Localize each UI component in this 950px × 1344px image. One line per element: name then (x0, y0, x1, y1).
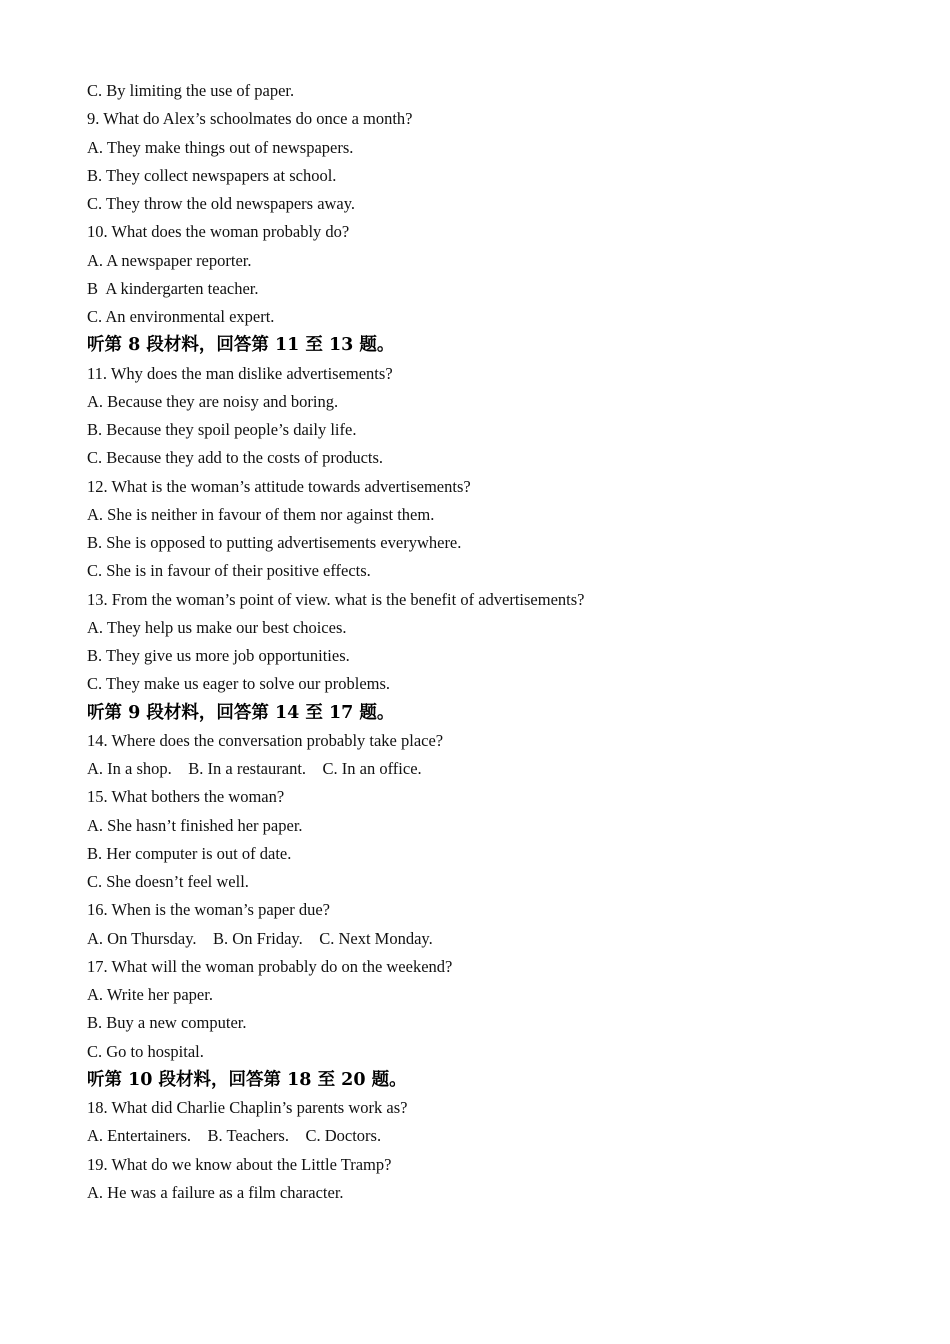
question-line: 9. What do Alex’s schoolmates do once a month? (87, 109, 413, 129)
option-line: B A kindergarten teacher. (87, 278, 259, 298)
section-heading: 听第 10 段材料，回答第 18 至 20 题。 (87, 1069, 407, 1090)
option-line: C. She is in favour of their positive effects. (87, 561, 371, 581)
option-line: C. Because they add to the costs of products. (87, 448, 384, 468)
question-line: 10. What does the woman probably do? (87, 222, 350, 242)
question-line: 16. When is the woman’s paper due? (87, 900, 331, 920)
question-line: 12. What is the woman’s attitude towards advertisements? (87, 476, 471, 496)
option-line: B. She is opposed to putting advertisements everywhere. (87, 533, 462, 552)
option-line: A. In a shop. B. In a restaurant. C. In an office. (87, 759, 422, 778)
question-line: 15. What bothers the woman? (87, 787, 285, 807)
option-line: A. She is neither in favour of them nor against them. (87, 504, 435, 524)
option-line: A. They help us make our best choices. (87, 617, 347, 637)
question-list (87, 77, 887, 1207)
option-line: B. Because they spoil people’s daily life. (87, 420, 357, 439)
option-line: B. They give us more job opportunities. (87, 646, 350, 665)
option-line: A. She hasn’t finished her paper. (87, 815, 303, 835)
question-line: 13. From the woman’s point of view. what is the benefit of advertisements? (87, 589, 585, 609)
question-line: 17. What will the woman probably do on the weekend? (87, 956, 453, 976)
option-line: C. She doesn’t feel well. (87, 872, 249, 891)
option-line: C. They make us eager to solve our problems. (87, 674, 391, 694)
question-line: 11. Why does the man dislike advertisements? (87, 363, 393, 383)
option-line: C. An environmental expert. (87, 307, 275, 326)
option-line: A. On Thursday. B. On Friday. C. Next Monday. (87, 928, 433, 948)
option-line: B. They collect newspapers at school. (87, 165, 337, 185)
option-line: A. He was a failure as a film character. (87, 1182, 344, 1202)
question-line: 14. Where does the conversation probably take place? (87, 730, 444, 750)
option-line: A. Because they are noisy and boring. (87, 391, 339, 411)
question-line: 18. What did Charlie Chaplin’s parents work as? (87, 1098, 408, 1117)
option-line: B. Buy a new computer. (87, 1013, 247, 1033)
option-line: C. By limiting the use of paper. (87, 81, 295, 100)
option-line: C. Go to hospital. (87, 1041, 204, 1061)
option-line: B. Her computer is out of date. (87, 843, 292, 863)
option-line: A. A newspaper reporter. (87, 250, 252, 270)
section-heading: 听第 8 段材料，回答第 11 至 13 题。 (87, 335, 395, 356)
option-line: A. They make things out of newspapers. (87, 137, 354, 157)
option-line: A. Write her paper. (87, 985, 213, 1004)
question-line: 19. What do we know about the Little Tramp? (87, 1154, 392, 1174)
section-heading: 听第 9 段材料，回答第 14 至 17 题。 (87, 702, 395, 723)
option-line: C. They throw the old newspapers away. (87, 194, 356, 213)
option-line: A. Entertainers. B. Teachers. C. Doctors. (87, 1126, 382, 1146)
